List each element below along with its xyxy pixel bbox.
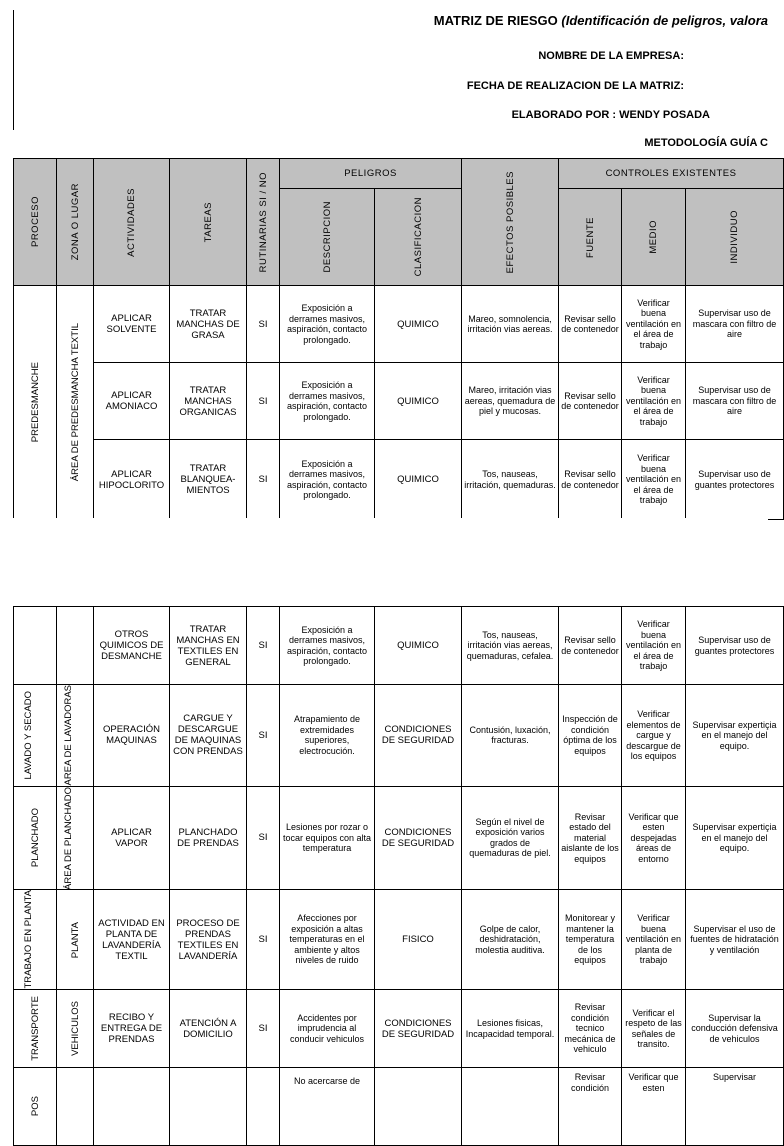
cell-fuente: Inspección de condición óptima de los equipos bbox=[559, 685, 622, 787]
cell-medio: Verificar el respeto de las señales de transito. bbox=[622, 990, 686, 1068]
col-header-fuente: FUENTE bbox=[559, 189, 622, 286]
cell-actividad bbox=[94, 1068, 170, 1146]
cell-clasificacion: QUIMICO bbox=[375, 440, 462, 520]
title-main: MATRIZ DE RIESGO bbox=[433, 13, 562, 28]
cell-actividad: APLICAR HIPOCLORITO bbox=[94, 440, 170, 520]
col-header-actividades: ACTIVIDADES bbox=[94, 159, 170, 286]
col-header-individuo: INDIVIDUO bbox=[686, 189, 784, 286]
cell-zona: PLANTA bbox=[57, 890, 94, 990]
cell-descripcion: No acercarse de bbox=[280, 1068, 375, 1146]
cell-tarea: TRATAR MANCHAS DE GRASA bbox=[170, 286, 247, 363]
cell-fuente: Revisar sello de contenedor bbox=[559, 607, 622, 685]
col-header-clasificacion: CLASIFICACION bbox=[375, 189, 462, 286]
cell-clasificacion: QUIMICO bbox=[375, 286, 462, 363]
table-row bbox=[14, 440, 784, 520]
cell-rutinaria: SI bbox=[247, 786, 280, 890]
cell-efectos: Golpe de calor, deshidratación, molestia auditiva. bbox=[462, 890, 559, 990]
cell-individuo: Supervisar expertiçia en el manejo del equipo. bbox=[686, 685, 784, 787]
cell-descripcion: Afecciones por exposición a altas temperaturas en el ambiente y altos niveles de ruido bbox=[280, 890, 375, 990]
cell-proceso: TRANSPORTE bbox=[14, 990, 57, 1068]
cell-tarea: ATENCIÓN A DOMICILIO bbox=[170, 990, 247, 1068]
cell-proceso: PLANCHADO bbox=[14, 786, 57, 890]
cell-zona-predesmancha: ÁREA DE PREDESMANCHA TEXTIL bbox=[57, 286, 94, 520]
col-header-peligros: PELIGROS bbox=[280, 159, 462, 189]
cell-rutinaria: SI bbox=[247, 990, 280, 1068]
cell-medio: Verificar buena ventilación en planta de trabajo bbox=[622, 890, 686, 990]
cell-clasificacion: CONDICIONES DE SEGURIDAD bbox=[375, 685, 462, 787]
cell-rutinaria: SI bbox=[247, 607, 280, 685]
cell-tarea: PLANCHADO DE PRENDAS bbox=[170, 786, 247, 890]
cell-fuente: Revisar estado del material aislante de los equipos bbox=[559, 786, 622, 890]
cell-proceso bbox=[14, 607, 57, 685]
cell-proceso: POS bbox=[14, 1068, 57, 1146]
table-row bbox=[14, 607, 784, 685]
document-title bbox=[434, 13, 768, 28]
cell-fuente: Monitorear y mantener la temperatura de los equipos bbox=[559, 890, 622, 990]
cell-rutinaria: SI bbox=[247, 440, 280, 520]
cell-descripcion: Exposición a derrames masivos, aspiración, contacto prolongado. bbox=[280, 286, 375, 363]
cell-medio: Verificar elementos de cargue y descargue de los equipos bbox=[622, 685, 686, 787]
col-header-efectos: EFECTOS POSIBLES bbox=[462, 159, 559, 286]
table-row bbox=[14, 890, 784, 990]
cell-efectos: Tos, nauseas, irritación, quemaduras. bbox=[462, 440, 559, 520]
cell-individuo: Supervisar uso de guantes protectores bbox=[686, 607, 784, 685]
left-border-line bbox=[13, 10, 14, 130]
cell-efectos: Tos, nauseas, irritación vias aereas, quemaduras, cefalea. bbox=[462, 607, 559, 685]
cell-medio: Verificar buena ventilación en el área de trabajo bbox=[622, 440, 686, 520]
cell-efectos bbox=[462, 1068, 559, 1146]
cell-zona: VEHICULOS bbox=[57, 990, 94, 1068]
cell-individuo: Supervisar uso de mascara con filtro de aire bbox=[686, 363, 784, 440]
table-row bbox=[14, 286, 784, 363]
cell-tarea: TRATAR BLANQUEA-MIENTOS bbox=[170, 440, 247, 520]
cell-zona: AREA DE LAVADORAS bbox=[57, 685, 94, 787]
col-header-controles: CONTROLES EXISTENTES bbox=[559, 159, 784, 189]
cell-tarea: PROCESO DE PRENDAS TEXTILES EN LAVANDERÍA bbox=[170, 890, 247, 990]
cell-zona: ÁREA DE PLANCHADO bbox=[57, 786, 94, 890]
company-label: NOMBRE DE LA EMPRESA: bbox=[538, 50, 684, 62]
risk-matrix-table-bottom bbox=[13, 606, 784, 1146]
cell-fuente: Revisar sello de contenedor bbox=[559, 440, 622, 520]
cell-proceso: TRABAJO EN PLANTA bbox=[14, 890, 57, 990]
cell-actividad: OPERACIÓN MAQUINAS bbox=[94, 685, 170, 787]
cell-descripcion: Atrapamiento de extremidades superiores, electrocución. bbox=[280, 685, 375, 787]
cell-rutinaria: SI bbox=[247, 286, 280, 363]
cell-fuente: Revisar sello de contenedor bbox=[559, 363, 622, 440]
cell-clasificacion bbox=[375, 1068, 462, 1146]
cell-fuente: Revisar condición bbox=[559, 1068, 622, 1146]
cell-individuo: Supervisar uso de guantes protectores bbox=[686, 440, 784, 520]
cell-tarea: TRATAR MANCHAS ORGANICAS bbox=[170, 363, 247, 440]
cell-actividad: RECIBO Y ENTREGA DE PRENDAS bbox=[94, 990, 170, 1068]
cell-individuo: Supervisar la conducción defensiva de vehiculos bbox=[686, 990, 784, 1068]
cell-proceso: LAVADO Y SECADO bbox=[14, 685, 57, 787]
col-header-medio: MEDIO bbox=[622, 189, 686, 286]
cell-actividad: ACTIVIDAD EN PLANTA DE LAVANDERÍA TEXTIL bbox=[94, 890, 170, 990]
title-italic: (Identificación de peligros, valora bbox=[561, 13, 768, 28]
cell-medio: Verificar buena ventilación en el área de trabajo bbox=[622, 286, 686, 363]
cell-individuo: Supervisar uso de mascara con filtro de aire bbox=[686, 286, 784, 363]
cell-efectos: Lesiones fisicas, Incapacidad temporal. bbox=[462, 990, 559, 1068]
cell-individuo: Supervisar bbox=[686, 1068, 784, 1146]
cell-tarea: CARGUE Y DESCARGUE DE MAQUINAS CON PRENDAS bbox=[170, 685, 247, 787]
cell-zona bbox=[57, 1068, 94, 1146]
table-row bbox=[14, 1068, 784, 1146]
page-break-gap bbox=[0, 518, 768, 604]
cell-individuo: Supervisar expertiçia en el manejo del equipo. bbox=[686, 786, 784, 890]
cell-medio: Verificar que esten despejadas áreas de entorno bbox=[622, 786, 686, 890]
cell-efectos: Mareo, somnolencia, irritación vias aereas. bbox=[462, 286, 559, 363]
cell-rutinaria: SI bbox=[247, 890, 280, 990]
cell-fuente: Revisar sello de contenedor bbox=[559, 286, 622, 363]
author-label: ELABORADO POR : WENDY POSADA bbox=[511, 109, 710, 121]
cell-individuo: Supervisar el uso de fuentes de hidratación y ventilación bbox=[686, 890, 784, 990]
table-row bbox=[14, 685, 784, 787]
risk-matrix-table-top bbox=[13, 158, 784, 520]
cell-actividad: APLICAR AMONIACO bbox=[94, 363, 170, 440]
cell-clasificacion: QUIMICO bbox=[375, 607, 462, 685]
cell-tarea bbox=[170, 1068, 247, 1146]
cell-actividad: APLICAR VAPOR bbox=[94, 786, 170, 890]
col-header-zona: ZONA O LUGAR bbox=[57, 159, 94, 286]
table-row bbox=[14, 786, 784, 890]
col-header-descripcion: DESCRIPCION bbox=[280, 189, 375, 286]
cell-fuente: Revisar condición tecnico mecánica de vehiculo bbox=[559, 990, 622, 1068]
cell-efectos: Según el nivel de exposición varios grados de quemaduras de piel. bbox=[462, 786, 559, 890]
cell-zona bbox=[57, 607, 94, 685]
cell-efectos: Contusión, luxación, fracturas. bbox=[462, 685, 559, 787]
cell-clasificacion: CONDICIONES DE SEGURIDAD bbox=[375, 786, 462, 890]
col-header-rutinarias: RUTINARIAS SI / NO bbox=[247, 159, 280, 286]
cell-rutinaria: SI bbox=[247, 685, 280, 787]
date-label: FECHA DE REALIZACION DE LA MATRIZ: bbox=[466, 80, 684, 92]
cell-descripcion: Lesiones por rozar o tocar equipos con alta temperatura bbox=[280, 786, 375, 890]
table-row bbox=[14, 363, 784, 440]
cell-efectos: Mareo, irritación vias aereas, quemadura de piel y mucosas. bbox=[462, 363, 559, 440]
methodology-label: METODOLOGÍA GUÍA C bbox=[644, 137, 768, 149]
cell-clasificacion: QUIMICO bbox=[375, 363, 462, 440]
cell-medio: Verificar buena ventilación en el área de trabajo bbox=[622, 363, 686, 440]
cell-tarea: TRATAR MANCHAS EN TEXTILES EN GENERAL bbox=[170, 607, 247, 685]
cell-descripcion: Exposición a derrames masivos, aspiración, contacto prolongado. bbox=[280, 363, 375, 440]
cell-descripcion: Exposición a derrames masivos, aspiración, contacto prolongado. bbox=[280, 440, 375, 520]
cell-clasificacion: FISICO bbox=[375, 890, 462, 990]
table-row bbox=[14, 990, 784, 1068]
cell-actividad: OTROS QUIMICOS DE DESMANCHE bbox=[94, 607, 170, 685]
cell-rutinaria: SI bbox=[247, 363, 280, 440]
cell-descripcion: Exposición a derrames masivos, aspiración, contacto prolongado. bbox=[280, 607, 375, 685]
cell-descripcion: Accidentes por imprudencia al conducir vehiculos bbox=[280, 990, 375, 1068]
col-header-proceso: PROCESO bbox=[14, 159, 57, 286]
col-header-tareas: TAREAS bbox=[170, 159, 247, 286]
cell-rutinaria bbox=[247, 1068, 280, 1146]
cell-actividad: APLICAR SOLVENTE bbox=[94, 286, 170, 363]
cell-medio: Verificar que esten bbox=[622, 1068, 686, 1146]
cell-medio: Verificar buena ventilación en el área de trabajo bbox=[622, 607, 686, 685]
cell-proceso-predesmanche: PREDESMANCHE bbox=[14, 286, 57, 520]
cell-clasificacion: CONDICIONES DE SEGURIDAD bbox=[375, 990, 462, 1068]
